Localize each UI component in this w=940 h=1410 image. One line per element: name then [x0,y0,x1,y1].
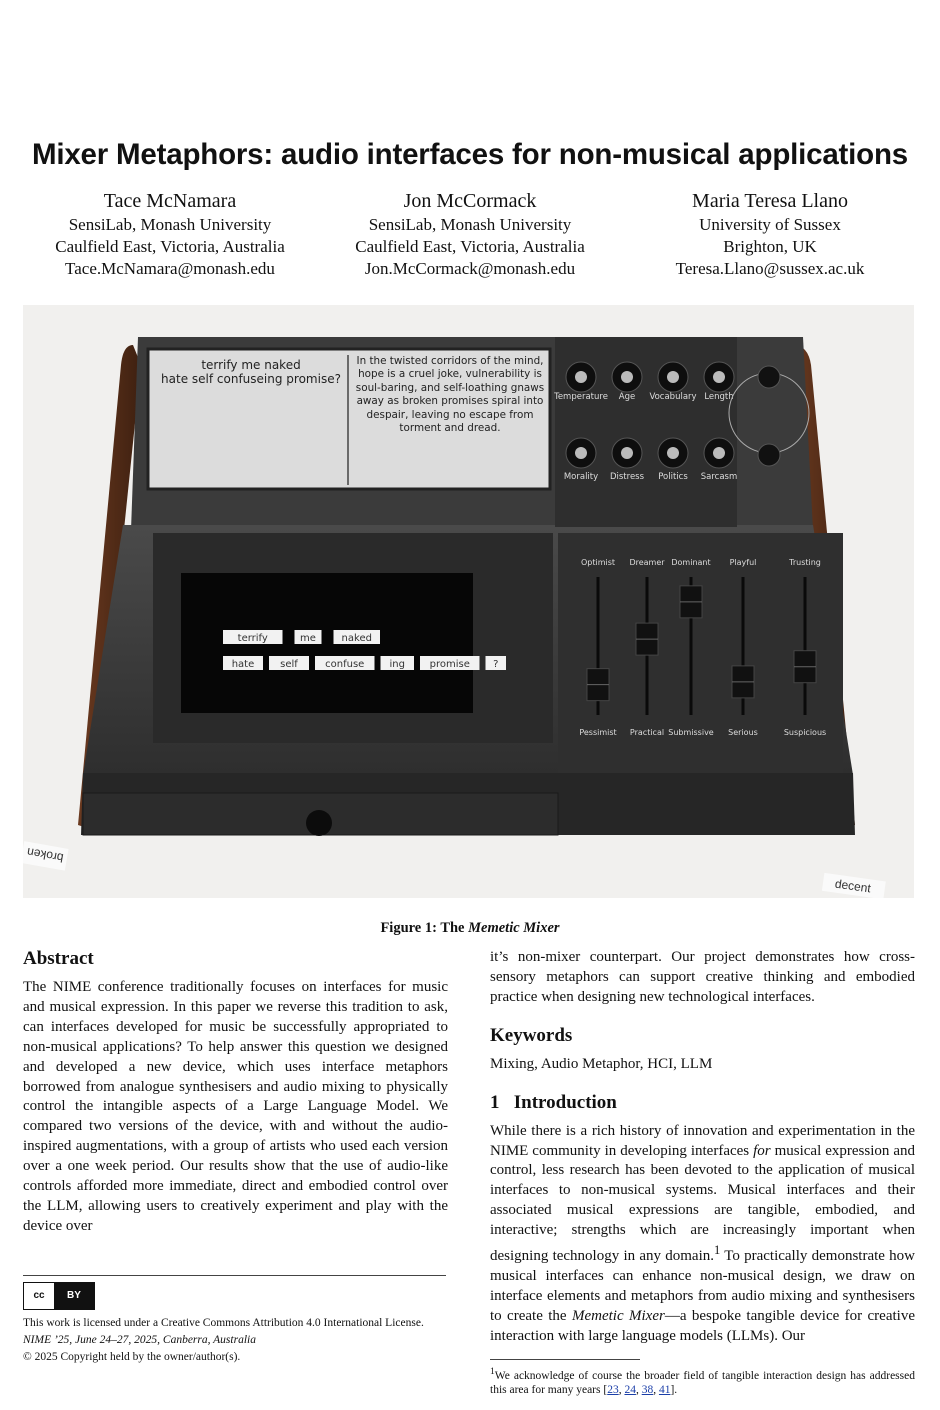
word-tile[interactable] [334,630,381,644]
svg-text:Pessimist: Pessimist [579,728,617,737]
svg-text:Practical: Practical [629,728,665,737]
word-tile[interactable] [223,630,283,644]
svg-text:Playful: Playful [729,558,757,567]
author-location: Caulfield East, Victoria, Australia [55,237,285,256]
svg-text:Suspicious: Suspicious [783,728,827,737]
svg-text:Age: Age [618,392,636,402]
svg-text:terrify: terrify [237,633,268,644]
author-affiliation: SensiLab, Monash University [368,215,572,234]
citation-link[interactable]: 41 [658,1384,671,1397]
intro-paragraph: While there is a rich history of innovation and experimentation in the NIME community in developing interfaces for musical expression and control, less research has been devoted to the application of musical interfaces to non-musical systems. Musical interfaces and their associated musical expressions are tangible, embodied, and interactive; strengths which are increasingly important when designing technology in any domain.$^1$ To practically demonstrate how musical interfaces can enhance non-musical design, we draw on interface elements and metaphors from audio mixing and synthesisers to create the Memetic Mixer—a bespoke tangible device for creative interaction with large language models (LLMs). Our [490,1122,915,1344]
right-column [490,948,915,1398]
intro-heading: 1 Introduction [490,1091,617,1113]
license-text: This work is licensed under a Creative Commons Attribution 4.0 International License. [23,1316,424,1329]
word-tile[interactable] [381,656,415,670]
footnote-1: $^1$We acknowledge of course the broader field of tangible interaction design has addressed this area for many years [23, 24, 38, 41]. [490,1365,915,1397]
word-tile[interactable] [295,630,322,644]
svg-text:Morality: Morality [563,472,599,482]
author-email[interactable]: Tace.McNamara@monash.edu [65,259,275,278]
screen-prompt-line2: hate self confuseing promise? [161,372,341,386]
license-rule [23,1275,446,1276]
svg-text:Dominant: Dominant [671,558,711,567]
word-tile[interactable] [486,656,507,670]
scattered-word-tile [822,873,886,898]
scattered-word-decent: decent [834,876,872,896]
svg-text:Distress: Distress [609,472,645,482]
svg-text:Vocabulary: Vocabulary [649,392,697,402]
citation-link[interactable]: 24 [624,1384,636,1397]
knob-morality[interactable] [564,438,598,482]
svg-text:promise: promise [429,659,470,670]
svg-text:Sarcasm: Sarcasm [700,472,738,482]
author-location: Brighton, UK [723,237,817,256]
svg-text:Trusting: Trusting [789,558,821,567]
left-column [23,948,448,1365]
mixer-illustration [23,305,914,898]
svg-text:Politics: Politics [658,472,688,482]
author-location: Caulfield East, Victoria, Australia [355,237,585,256]
author-email[interactable]: Jon.McCormack@monash.edu [364,259,576,278]
figure-caption: Figure 1: The Memetic Mixer [380,920,560,936]
knob-sarcasm[interactable] [701,438,738,482]
author-block [30,188,910,280]
author-2 [330,188,610,280]
svg-text:me: me [300,633,316,644]
keywords-text: Mixing, Audio Metaphor, HCI, LLM [490,1055,713,1072]
author-affiliation: University of Sussex [699,215,841,234]
cc-logo-icon: cc [24,1283,54,1309]
svg-text:Optimist: Optimist [580,558,616,567]
citation-link[interactable]: 23 [607,1384,619,1397]
footnote-marker[interactable]: 1 [714,1243,721,1258]
author-1 [30,188,310,280]
abstract-heading: Abstract [23,948,94,969]
scattered-word-tile [23,841,69,870]
svg-text:hate: hate [231,659,255,670]
paper-title: Mixer Metaphors: audio interfaces for non-musical applications [31,138,909,171]
knob-distress[interactable] [610,438,645,482]
abstract-text: The NIME conference traditionally focuses on interfaces for music and musical expression. In this paper we reverse this tradition to ask, can interfaces developed for music be successfully appropriated to non-musical applications? To help answer this question we designed and developed a new device, which uses interface metaphors borrowed from analogue synthesisers and audio mixing to physically control the intangible aspects of a Large Language Model. We compared two versions of the device, with and without the audio-inspired augmentations, with a group of artists who used each version over a one week period. Our results show that the use of audio-like controls afforded more immediate, direct and embodied control over the LLM, allowing users to creatively experiment and play with the device over [23,979,448,1234]
keywords-heading: Keywords [490,1024,573,1046]
svg-text:confuse: confuse [325,659,365,670]
svg-text:self: self [280,659,298,670]
cc-by-badge[interactable] [23,1282,95,1310]
svg-text:?: ? [493,659,499,670]
svg-text:Dreamer: Dreamer [629,558,665,567]
fader-panel [558,533,843,773]
svg-text:naked: naked [341,633,372,644]
author-name: Maria Teresa Llano [692,190,848,212]
knob-panel [553,337,737,527]
abstract-continued: it’s non-mixer counterpart. Our project demonstrates how cross-sensory metaphors can support creative thinking and embodied practice when designing new technological interfaces. [490,949,915,1005]
svg-text:Serious: Serious [728,728,758,737]
footnote-rule [490,1359,640,1360]
author-email[interactable]: Teresa.Llano@sussex.ac.uk [675,259,865,278]
by-icon: BY [54,1283,94,1309]
svg-text:Temperature: Temperature [554,392,608,402]
svg-text:ing: ing [389,659,405,670]
word-tile[interactable] [420,656,480,670]
author-name: Tace McNamara [103,190,237,212]
author-affiliation: SensiLab, Monash University [68,215,272,234]
copyright-line: © 2025 Copyright held by the owner/author(s). [23,1350,241,1363]
screen-prompt-line1: terrify me naked [201,358,301,372]
svg-text:Submissive: Submissive [668,728,714,737]
scattered-word-broken: broken [25,844,65,866]
citation-link[interactable]: 38 [641,1384,654,1397]
svg-text:Length: Length [704,392,734,402]
venue-line: NIME ’25, June 24–27, 2025, Canberra, Australia [23,1333,256,1346]
author-3 [630,188,910,280]
knob-politics[interactable] [658,438,688,482]
word-tile[interactable] [315,656,375,670]
figure-memetic-mixer-photo [23,305,914,898]
author-name: Jon McCormack [403,190,537,212]
word-tile[interactable] [269,656,309,670]
word-tile[interactable] [223,656,263,670]
knob-length[interactable] [704,362,734,402]
screen-response-text: In the twisted corridors of the mind, hope is a cruel joke, vulnerability is soul-baring, and self-loathing gnaws away as broken promises spiral into despair, leaving no escape from torment and dread. [355,355,545,435]
